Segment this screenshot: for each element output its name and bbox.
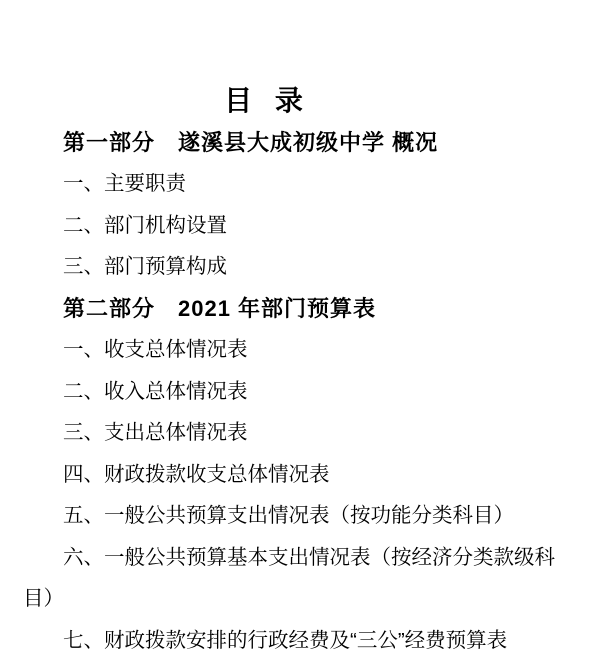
section-1-heading: 第一部分 遂溪县大成初级中学 概况 — [63, 129, 439, 155]
toc-item-s1-1: 一、主要职责 — [63, 172, 186, 195]
page-title: 目 录 — [224, 85, 304, 116]
toc-item-s2-4: 四、财政拨款收支总体情况表 — [63, 462, 330, 486]
section-2-heading: 第二部分 2021 年部门预算表 — [63, 295, 377, 321]
toc-item-s2-5: 五、一般公共预算支出情况表（按功能分类科目） — [63, 504, 514, 527]
toc-item-s2-3: 三、支出总体情况表 — [63, 421, 248, 444]
toc-item-s2-7: 七、财政拨款安排的行政经费及“三公”经费预算表 — [63, 628, 508, 652]
toc-item-s2-2: 二、收入总体情况表 — [63, 379, 248, 403]
toc-item-s2-1: 一、收支总体情况表 — [63, 338, 248, 361]
toc-item-s1-2: 二、部门机构设置 — [63, 213, 227, 237]
toc-item-s2-6: 六、一般公共预算基本支出情况表（按经济分类款级科目） — [23, 545, 555, 610]
toc-item-s1-3: 三、部门预算构成 — [63, 255, 227, 278]
